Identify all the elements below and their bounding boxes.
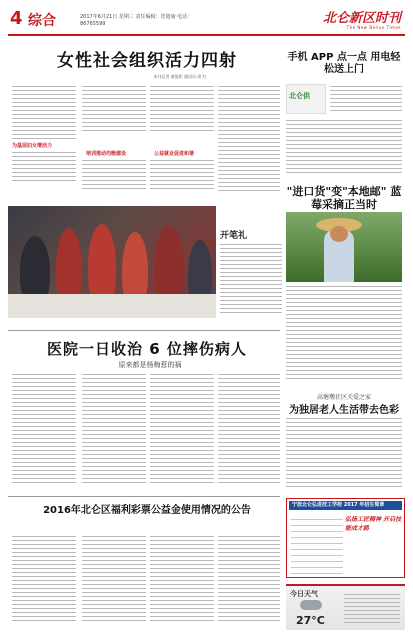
weather-details [344, 594, 400, 626]
app-story-text-a [330, 86, 402, 116]
weather-title: 今日天气 [290, 590, 318, 598]
section-name: 综合 [28, 13, 56, 29]
lead-byline: 本刊记者 唐俊彩 通讯员 周 红 [153, 74, 207, 79]
hospital-column-2 [82, 374, 146, 492]
lead-column-3b [150, 160, 214, 200]
ad-header: 宁波北仑弘进技工学校 2017 年招生简章 [289, 501, 402, 510]
lead-column-4 [218, 86, 280, 198]
lead-column-3 [150, 86, 214, 146]
hospital-subheadline: 原来都是杨梅惹的祸 [118, 361, 182, 369]
paper-subtitle: The New Beilun Times [346, 25, 401, 30]
market-headline: "进口货"变"本地邮" 蓝莓采摘正当时 [286, 185, 402, 211]
notice-column-4 [218, 536, 280, 630]
elderly-story-text [286, 418, 402, 492]
divider [8, 496, 280, 497]
lead-column-2b [82, 160, 146, 200]
notice-column-2 [82, 536, 146, 630]
weather-box [286, 584, 405, 630]
hospital-headline: 医院一日收治 6 位摔伤病人 [47, 340, 247, 358]
photo-caption-title: 开笔礼 [220, 231, 248, 241]
paper-title: 北仑新区时刊 [322, 11, 401, 26]
cloud-icon [300, 600, 322, 610]
issue-info: 2017年6月21日 星期三 责任编辑：管楚瑜 电话：86765599 [80, 14, 193, 27]
hospital-column-3 [150, 374, 214, 492]
school-advertisement [286, 498, 405, 578]
lead-subhead-2: 培训推动均衡建设 [86, 151, 127, 157]
weather-temperature: 27°C [296, 614, 325, 627]
farmer-face [330, 226, 348, 242]
ceremony-photo [8, 206, 216, 318]
app-logo-text: 北仑供 [289, 92, 310, 100]
app-headline: 手机 APP 点一点 用电轻松送上门 [287, 52, 401, 75]
ad-slogan: 弘扬工匠精神 开启技能成才路 [345, 516, 402, 532]
elderly-headline: 为独居老人生活带去色彩 [289, 405, 399, 416]
lead-headline: 女性社会组织活力四射 [57, 51, 237, 71]
photo-caption-text [220, 244, 282, 318]
hospital-column-4 [218, 374, 280, 492]
lead-column-1b [12, 152, 76, 198]
ad-table [291, 515, 343, 575]
lead-column-2 [82, 86, 146, 146]
elderly-label: 高塘墩社区关爱之家 [316, 394, 371, 401]
market-story-text [286, 286, 402, 386]
farmer-photo [286, 212, 402, 282]
masthead [8, 6, 405, 36]
photo-table [8, 294, 216, 318]
notice-column-3 [150, 536, 214, 630]
notice-column-1 [12, 536, 76, 630]
notice-headline: 2016年北仑区福利彩票公益金使用情况的公告 [43, 505, 251, 516]
app-story-text-b [286, 120, 402, 178]
hospital-column-1 [12, 374, 76, 492]
page-number: 4 [10, 8, 23, 29]
lead-subhead-1: 为基层妇女增活力 [12, 143, 53, 149]
app-logo-image [286, 84, 326, 114]
lead-subhead-3: 公益就业促进和谐 [154, 151, 195, 157]
divider [8, 330, 280, 331]
